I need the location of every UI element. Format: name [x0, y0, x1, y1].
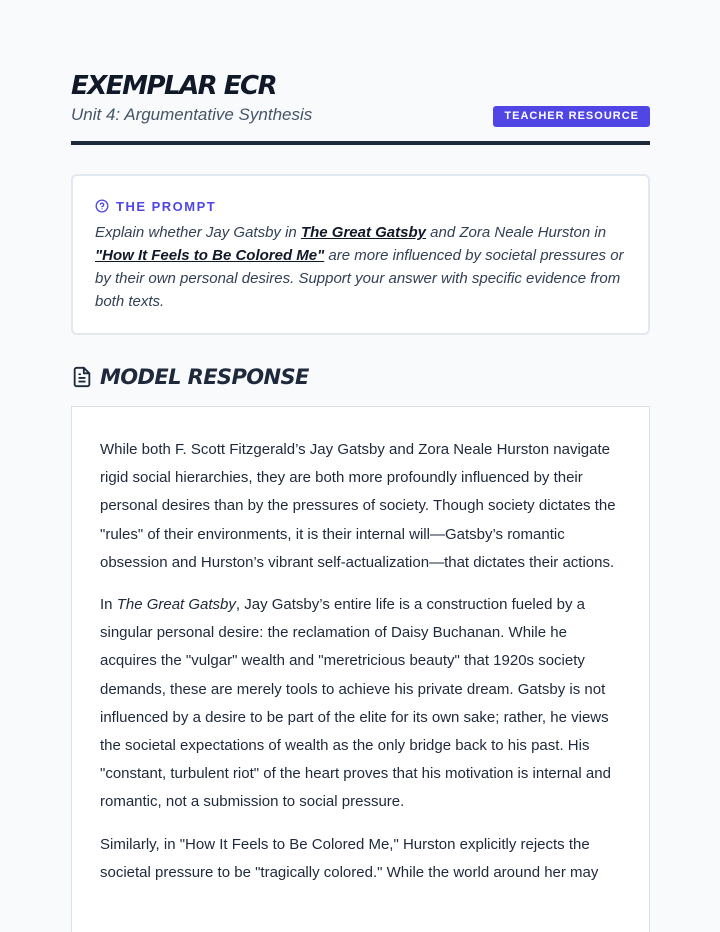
response-body	[100, 436, 624, 901]
page-subtitle: Unit 4: Argumentative Synthesis	[71, 105, 313, 124]
prompt-text-part: Explain whether Jay Gatsby in	[95, 224, 301, 241]
page-header	[71, 68, 650, 145]
document-icon	[71, 366, 93, 388]
question-circle-icon	[95, 199, 109, 213]
work-title-hurston: "How It Feels to Be Colored Me"	[95, 247, 325, 264]
prompt-label: THE PROMPT	[116, 198, 217, 214]
model-response-header	[71, 362, 309, 392]
prompt-header	[95, 198, 216, 214]
prompt-text-part: and Zora Neale Hurston in	[425, 224, 607, 241]
work-title-gatsby: The Great Gatsby	[116, 596, 236, 614]
section-title: MODEL RESPONSE	[100, 365, 309, 389]
paragraph-text-part: In	[100, 596, 117, 614]
response-paragraph	[100, 591, 624, 817]
paragraph-text-part: , Jay Gatsby’s entire life is a construction fueled by a singular personal desire: the reclamation of Daisy Buchanan. While he acquires the "vulgar" wealth and "meretricious beauty" that 1920s society demands, these are merely tools to achieve his private dream. Gatsby is not influenced by a desire to be part of the elite for its own sake; rather, he views the societal expectations of wealth as the only bridge back to his past. His "constant, turbulent riot" of the heart proves that his motivation is internal and romantic, not a submission to social pressure.	[100, 596, 611, 811]
prompt-card	[71, 174, 650, 335]
teacher-resource-badge: TEACHER RESOURCE	[493, 106, 650, 127]
response-paragraph: While both F. Scott Fitzgerald’s Jay Gatsby and Zora Neale Hurston navigate rigid social hierarchies, they are both more profoundly influenced by their personal desires than by the pressures of society. Though society dictates the "rules" of their environments, it is their internal will—Gatsby’s romantic obsession and Hurston’s vibrant self-actualization—that dictates their actions.	[100, 441, 616, 571]
prompt-text-part: are more influenced by societal pressures or by their own personal desires. Support your answer with specific evidence from both texts.	[95, 247, 624, 310]
response-paragraph: Similarly, in "How It Feels to Be Colored Me," Hurston explicitly rejects the societal pressure to be "tragically colored." While the world around her may	[100, 835, 599, 881]
model-response-card	[71, 406, 650, 932]
work-title-gatsby: The Great Gatsby	[300, 224, 426, 241]
page-title: EXEMPLAR ECR	[71, 71, 277, 101]
prompt-text	[95, 221, 635, 313]
